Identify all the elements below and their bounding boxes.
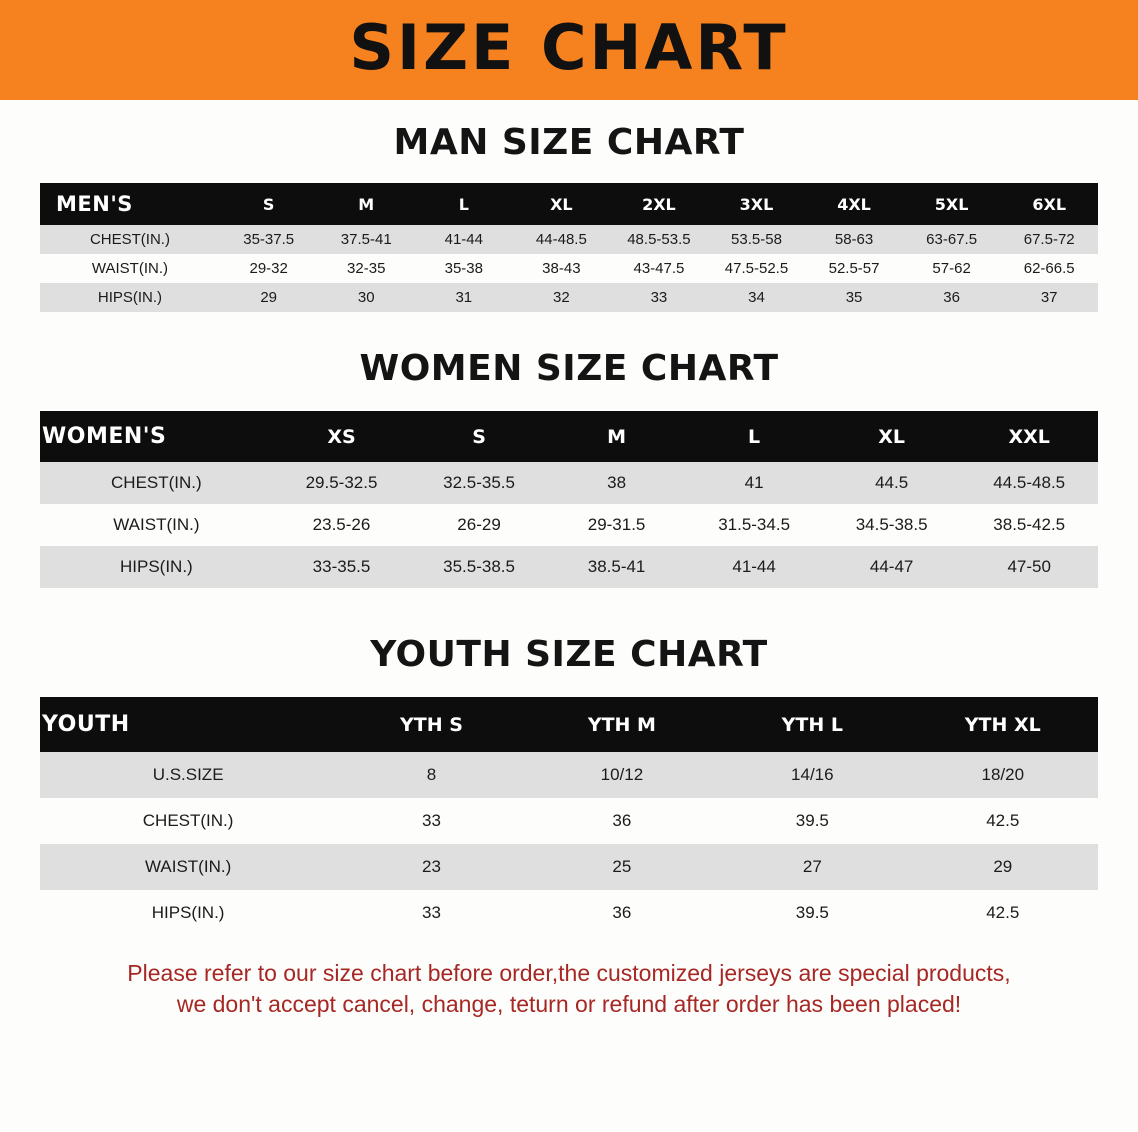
women-cell-1-3: 31.5-34.5	[685, 504, 823, 546]
youth-row-0-label: U.S.SIZE	[40, 752, 336, 798]
table-row	[40, 844, 1098, 890]
table-row	[40, 752, 1098, 798]
men-cell-2-5: 34	[708, 283, 806, 312]
men-cell-2-7: 36	[903, 283, 1001, 312]
men-cell-2-2: 31	[415, 283, 513, 312]
men-col-1: M	[317, 183, 415, 225]
men-cell-2-3: 32	[513, 283, 611, 312]
youth-cell-2-0: 23	[336, 844, 526, 890]
men-row-2-label: HIPS(IN.)	[40, 283, 220, 312]
men-cell-1-4: 43-47.5	[610, 254, 708, 283]
women-col-3: L	[685, 411, 823, 462]
youth-cell-3-3: 42.5	[908, 890, 1098, 936]
youth-cell-3-2: 39.5	[717, 890, 907, 936]
men-col-4: 2XL	[610, 183, 708, 225]
women-row-1-label: WAIST(IN.)	[40, 504, 273, 546]
men-row-header: MEN'S	[40, 183, 220, 225]
youth-cell-3-0: 33	[336, 890, 526, 936]
women-cell-2-1: 35.5-38.5	[410, 546, 548, 588]
women-table-body	[40, 462, 1098, 588]
youth-table-wrap	[40, 697, 1098, 936]
page-banner	[0, 0, 1138, 100]
men-cell-0-3: 44-48.5	[513, 225, 611, 254]
women-table-head	[40, 411, 1098, 462]
women-cell-1-4: 34.5-38.5	[823, 504, 961, 546]
table-row	[40, 798, 1098, 844]
policy-note-line-1: Please refer to our size chart before order,the customized jerseys are special products,	[127, 960, 1011, 986]
women-cell-2-2: 38.5-41	[548, 546, 686, 588]
men-col-8: 6XL	[1000, 183, 1098, 225]
youth-cell-2-2: 27	[717, 844, 907, 890]
men-col-2: L	[415, 183, 513, 225]
women-col-1: S	[410, 411, 548, 462]
women-cell-1-0: 23.5-26	[273, 504, 411, 546]
men-cell-1-5: 47.5-52.5	[708, 254, 806, 283]
men-cell-2-8: 37	[1000, 283, 1098, 312]
women-col-4: XL	[823, 411, 961, 462]
youth-size-table	[40, 697, 1098, 936]
women-row-2-label: HIPS(IN.)	[40, 546, 273, 588]
men-header-row	[40, 183, 1098, 225]
youth-col-1: YTH M	[527, 697, 717, 752]
table-row	[40, 462, 1098, 504]
men-col-0: S	[220, 183, 318, 225]
women-col-0: XS	[273, 411, 411, 462]
youth-row-1-label: CHEST(IN.)	[40, 798, 336, 844]
women-size-table	[40, 411, 1098, 588]
men-cell-0-0: 35-37.5	[220, 225, 318, 254]
youth-header-row	[40, 697, 1098, 752]
men-cell-2-1: 30	[317, 283, 415, 312]
women-col-5: XXL	[960, 411, 1098, 462]
youth-cell-0-0: 8	[336, 752, 526, 798]
men-cell-1-2: 35-38	[415, 254, 513, 283]
women-cell-0-0: 29.5-32.5	[273, 462, 411, 504]
page-title: SIZE CHART	[349, 11, 789, 84]
women-cell-0-5: 44.5-48.5	[960, 462, 1098, 504]
men-cell-2-4: 33	[610, 283, 708, 312]
women-cell-2-4: 44-47	[823, 546, 961, 588]
men-cell-0-7: 63-67.5	[903, 225, 1001, 254]
women-cell-2-3: 41-44	[685, 546, 823, 588]
men-table-head	[40, 183, 1098, 225]
men-cell-1-0: 29-32	[220, 254, 318, 283]
youth-cell-1-3: 42.5	[908, 798, 1098, 844]
women-cell-1-2: 29-31.5	[548, 504, 686, 546]
table-row	[40, 225, 1098, 254]
women-row-header: WOMEN'S	[40, 411, 273, 462]
women-cell-0-4: 44.5	[823, 462, 961, 504]
table-row	[40, 254, 1098, 283]
men-cell-0-6: 58-63	[805, 225, 903, 254]
men-cell-0-5: 53.5-58	[708, 225, 806, 254]
men-row-0-label: CHEST(IN.)	[40, 225, 220, 254]
women-cell-1-5: 38.5-42.5	[960, 504, 1098, 546]
youth-row-3-label: HIPS(IN.)	[40, 890, 336, 936]
men-table-body	[40, 225, 1098, 312]
women-cell-0-2: 38	[548, 462, 686, 504]
men-col-3: XL	[513, 183, 611, 225]
table-row	[40, 283, 1098, 312]
youth-cell-1-2: 39.5	[717, 798, 907, 844]
youth-section-title: YOUTH SIZE CHART	[370, 634, 768, 675]
table-row	[40, 546, 1098, 588]
youth-cell-1-1: 36	[527, 798, 717, 844]
men-cell-0-1: 37.5-41	[317, 225, 415, 254]
men-cell-1-3: 38-43	[513, 254, 611, 283]
youth-row-2-label: WAIST(IN.)	[40, 844, 336, 890]
man-table-wrap	[40, 183, 1098, 312]
women-cell-0-1: 32.5-35.5	[410, 462, 548, 504]
men-cell-0-2: 41-44	[415, 225, 513, 254]
policy-note	[34, 958, 1104, 1020]
youth-table-head	[40, 697, 1098, 752]
youth-cell-1-0: 33	[336, 798, 526, 844]
women-col-2: M	[548, 411, 686, 462]
women-cell-2-5: 47-50	[960, 546, 1098, 588]
men-size-table	[40, 183, 1098, 312]
men-col-5: 3XL	[708, 183, 806, 225]
youth-col-3: YTH XL	[908, 697, 1098, 752]
youth-cell-0-2: 14/16	[717, 752, 907, 798]
women-cell-0-3: 41	[685, 462, 823, 504]
men-cell-1-1: 32-35	[317, 254, 415, 283]
women-cell-2-0: 33-35.5	[273, 546, 411, 588]
youth-row-header: YOUTH	[40, 697, 336, 752]
men-col-6: 4XL	[805, 183, 903, 225]
youth-table-body	[40, 752, 1098, 936]
table-row	[40, 890, 1098, 936]
men-cell-2-6: 35	[805, 283, 903, 312]
men-col-7: 5XL	[903, 183, 1001, 225]
youth-col-2: YTH L	[717, 697, 907, 752]
youth-cell-3-1: 36	[527, 890, 717, 936]
man-section-title: MAN SIZE CHART	[393, 122, 745, 163]
men-cell-0-8: 67.5-72	[1000, 225, 1098, 254]
table-row	[40, 504, 1098, 546]
youth-cell-2-1: 25	[527, 844, 717, 890]
men-cell-1-7: 57-62	[903, 254, 1001, 283]
youth-cell-0-3: 18/20	[908, 752, 1098, 798]
youth-cell-0-1: 10/12	[527, 752, 717, 798]
men-cell-1-6: 52.5-57	[805, 254, 903, 283]
men-cell-0-4: 48.5-53.5	[610, 225, 708, 254]
women-section-title: WOMEN SIZE CHART	[359, 348, 779, 389]
women-header-row	[40, 411, 1098, 462]
women-table-wrap	[40, 411, 1098, 588]
men-cell-1-8: 62-66.5	[1000, 254, 1098, 283]
men-row-1-label: WAIST(IN.)	[40, 254, 220, 283]
men-cell-2-0: 29	[220, 283, 318, 312]
youth-col-0: YTH S	[336, 697, 526, 752]
women-cell-1-1: 26-29	[410, 504, 548, 546]
youth-cell-2-3: 29	[908, 844, 1098, 890]
women-row-0-label: CHEST(IN.)	[40, 462, 273, 504]
policy-note-line-2: we don't accept cancel, change, teturn or refund after order has been placed!	[176, 991, 962, 1018]
